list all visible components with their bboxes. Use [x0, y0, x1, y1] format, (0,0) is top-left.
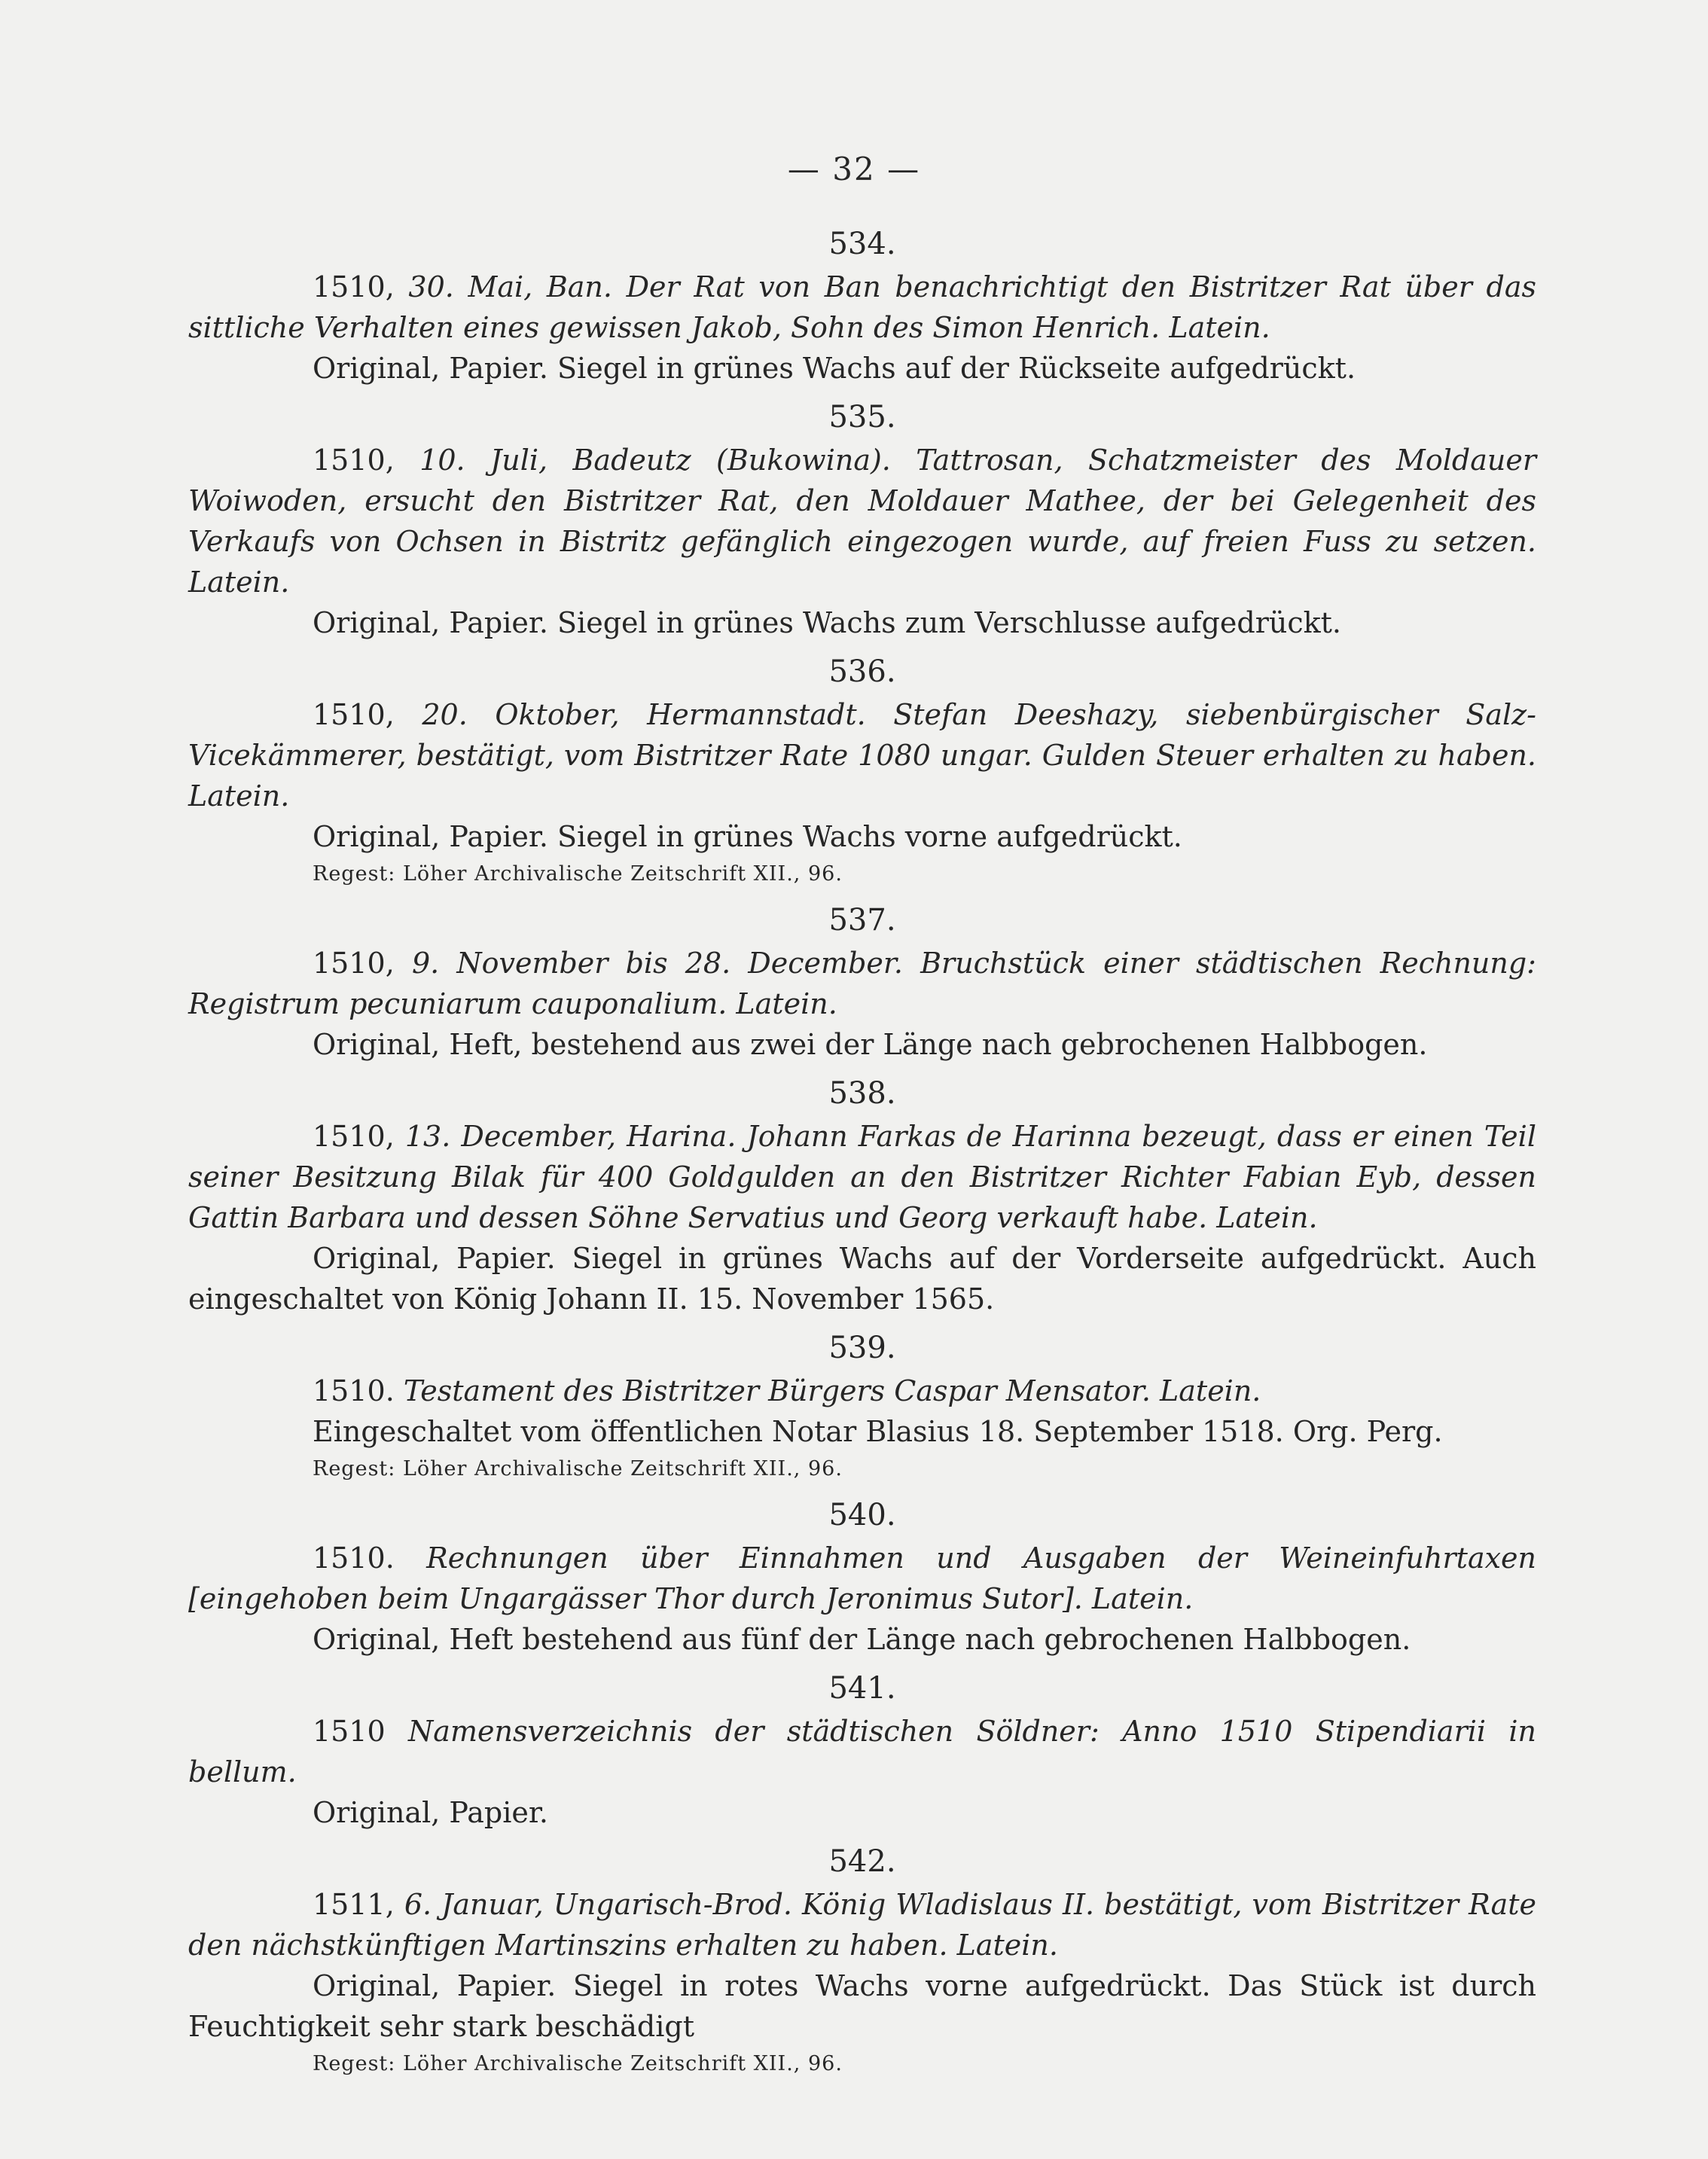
entry-number: 542. [828, 1844, 896, 1879]
entry-original: Eingeschaltet vom öffentlichen Notar Blasius 18. September 1518. Org. Perg. [313, 1415, 1443, 1448]
entry-536 [188, 654, 1536, 892]
entry-number: 535. [828, 400, 896, 435]
entry-539 [188, 1330, 1536, 1487]
entry-text: 10. Juli, Badeutz (Bukowina). Tattrosan, Schatzmeister des Moldauer Woiwoden, ersucht den Bistritzer Rat, den Moldauer Mathee, der bei Gelegenheit des Verkaufs von Ochsen in Bistritz gefänglich eingezogen wurde, auf freien Fuss zu setzen. Latein. [188, 444, 1536, 599]
entry-original: Original, Heft, bestehend aus zwei der Länge nach gebrochenen Halbbogen. [313, 1028, 1428, 1061]
entry-537 [188, 902, 1536, 1065]
entry-original: Original, Papier. [313, 1796, 548, 1829]
entry-text: Rechnungen über Einnahmen und Ausgaben der Weineinfuhrtaxen [eingehoben beim Ungargässer Thor durch Jeronimus Sutor]. Latein. [188, 1541, 1536, 1615]
entry-number: 536. [828, 654, 896, 689]
entry-542 [188, 1843, 1536, 2081]
entry-summary [188, 1538, 1536, 1619]
entry-summary [188, 267, 1536, 348]
entry-original: Original, Heft bestehend aus fünf der Länge nach gebrochenen Halbbogen. [313, 1623, 1411, 1656]
page-number: — 32 — [787, 151, 921, 188]
entry-regest: Regest: Löher Archivalische Zeitschrift XII., 96. [313, 2052, 843, 2075]
document-body [188, 226, 1536, 2081]
entry-summary [188, 1884, 1536, 1965]
entry-text: 9. November bis 28. December. Bruchstück einer städtischen Rechnung: Registrum pecuniarum cauponalium. Latein. [188, 947, 1536, 1020]
entry-538 [188, 1075, 1536, 1319]
entry-original: Original, Papier. Siegel in grünes Wachs auf der Vorderseite aufgedrückt. Auch eingeschaltet von König Johann II. 15. November 1565. [188, 1242, 1536, 1316]
entry-text: Testament des Bistritzer Bürgers Caspar Mensator. Latein. [403, 1374, 1261, 1407]
entry-text: 6. Januar, Ungarisch-Brod. König Wladislaus II. bestätigt, vom Bistritzer Rate den nächstkünftigen Martinszins erhalten zu haben. Latein. [188, 1888, 1536, 1962]
entry-summary [188, 1116, 1536, 1238]
entry-original: Original, Papier. Siegel in grünes Wachs zum Verschlusse aufgedrückt. [313, 606, 1341, 639]
entry-summary [188, 943, 1536, 1024]
entry-text: 20. Oktober, Hermannstadt. Stefan Deeshazy, siebenbürgischer Salz-Vicekämmerer, bestätigt, vom Bistritzer Rate 1080 ungar. Gulden Steuer erhalten zu haben. Latein. [188, 698, 1536, 813]
entry-number: 538. [828, 1076, 896, 1111]
entry-535 [188, 399, 1536, 643]
entry-number: 537. [828, 903, 896, 938]
entry-date: 1510, [313, 1120, 395, 1153]
entry-original: Original, Papier. Siegel in grünes Wachs vorne aufgedrückt. [313, 820, 1182, 853]
entry-date: 1511, [313, 1888, 395, 1921]
entry-original: Original, Papier. Siegel in grünes Wachs auf der Rückseite aufgedrückt. [313, 352, 1356, 385]
entry-regest: Regest: Löher Archivalische Zeitschrift XII., 96. [313, 1457, 843, 1481]
entry-date: 1510 [313, 1715, 386, 1748]
entry-540 [188, 1497, 1536, 1660]
entry-date: 1510, [313, 444, 395, 477]
entry-date: 1510, [313, 698, 395, 731]
entry-original: Original, Papier. Siegel in rotes Wachs vorne aufgedrückt. Das Stück ist durch Feuchtigkeit sehr stark beschädigt [188, 1969, 1536, 2043]
entry-summary [188, 440, 1536, 602]
entry-text: 30. Mai, Ban. Der Rat von Ban benachrichtigt den Bistritzer Rat über das sittliche Verhalten eines gewissen Jakob, Sohn des Simon Henrich. Latein. [188, 270, 1536, 344]
entry-number: 540. [828, 1498, 896, 1532]
entry-541 [188, 1670, 1536, 1833]
entry-summary [188, 1371, 1536, 1411]
entry-534 [188, 226, 1536, 389]
entry-number: 534. [828, 227, 896, 261]
entry-text: Namensverzeichnis der städtischen Söldner: Anno 1510 Stipendiarii in bellum. [188, 1715, 1536, 1788]
entry-regest: Regest: Löher Archivalische Zeitschrift XII., 96. [313, 862, 843, 886]
entry-summary [188, 1711, 1536, 1792]
entry-number: 541. [828, 1671, 896, 1706]
entry-date: 1510. [313, 1541, 395, 1575]
entry-text: 13. December, Harina. Johann Farkas de Harinna bezeugt, dass er einen Teil seiner Besitzung Bilak für 400 Goldgulden an den Bistritzer Richter Fabian Eyb, dessen Gattin Barbara und dessen Söhne Servatius und Georg verkauft habe. Latein. [188, 1120, 1536, 1234]
entry-date: 1510, [313, 947, 395, 980]
entry-date: 1510, [313, 270, 395, 303]
entry-summary [188, 694, 1536, 816]
entry-date: 1510. [313, 1374, 395, 1407]
entry-number: 539. [828, 1331, 896, 1365]
